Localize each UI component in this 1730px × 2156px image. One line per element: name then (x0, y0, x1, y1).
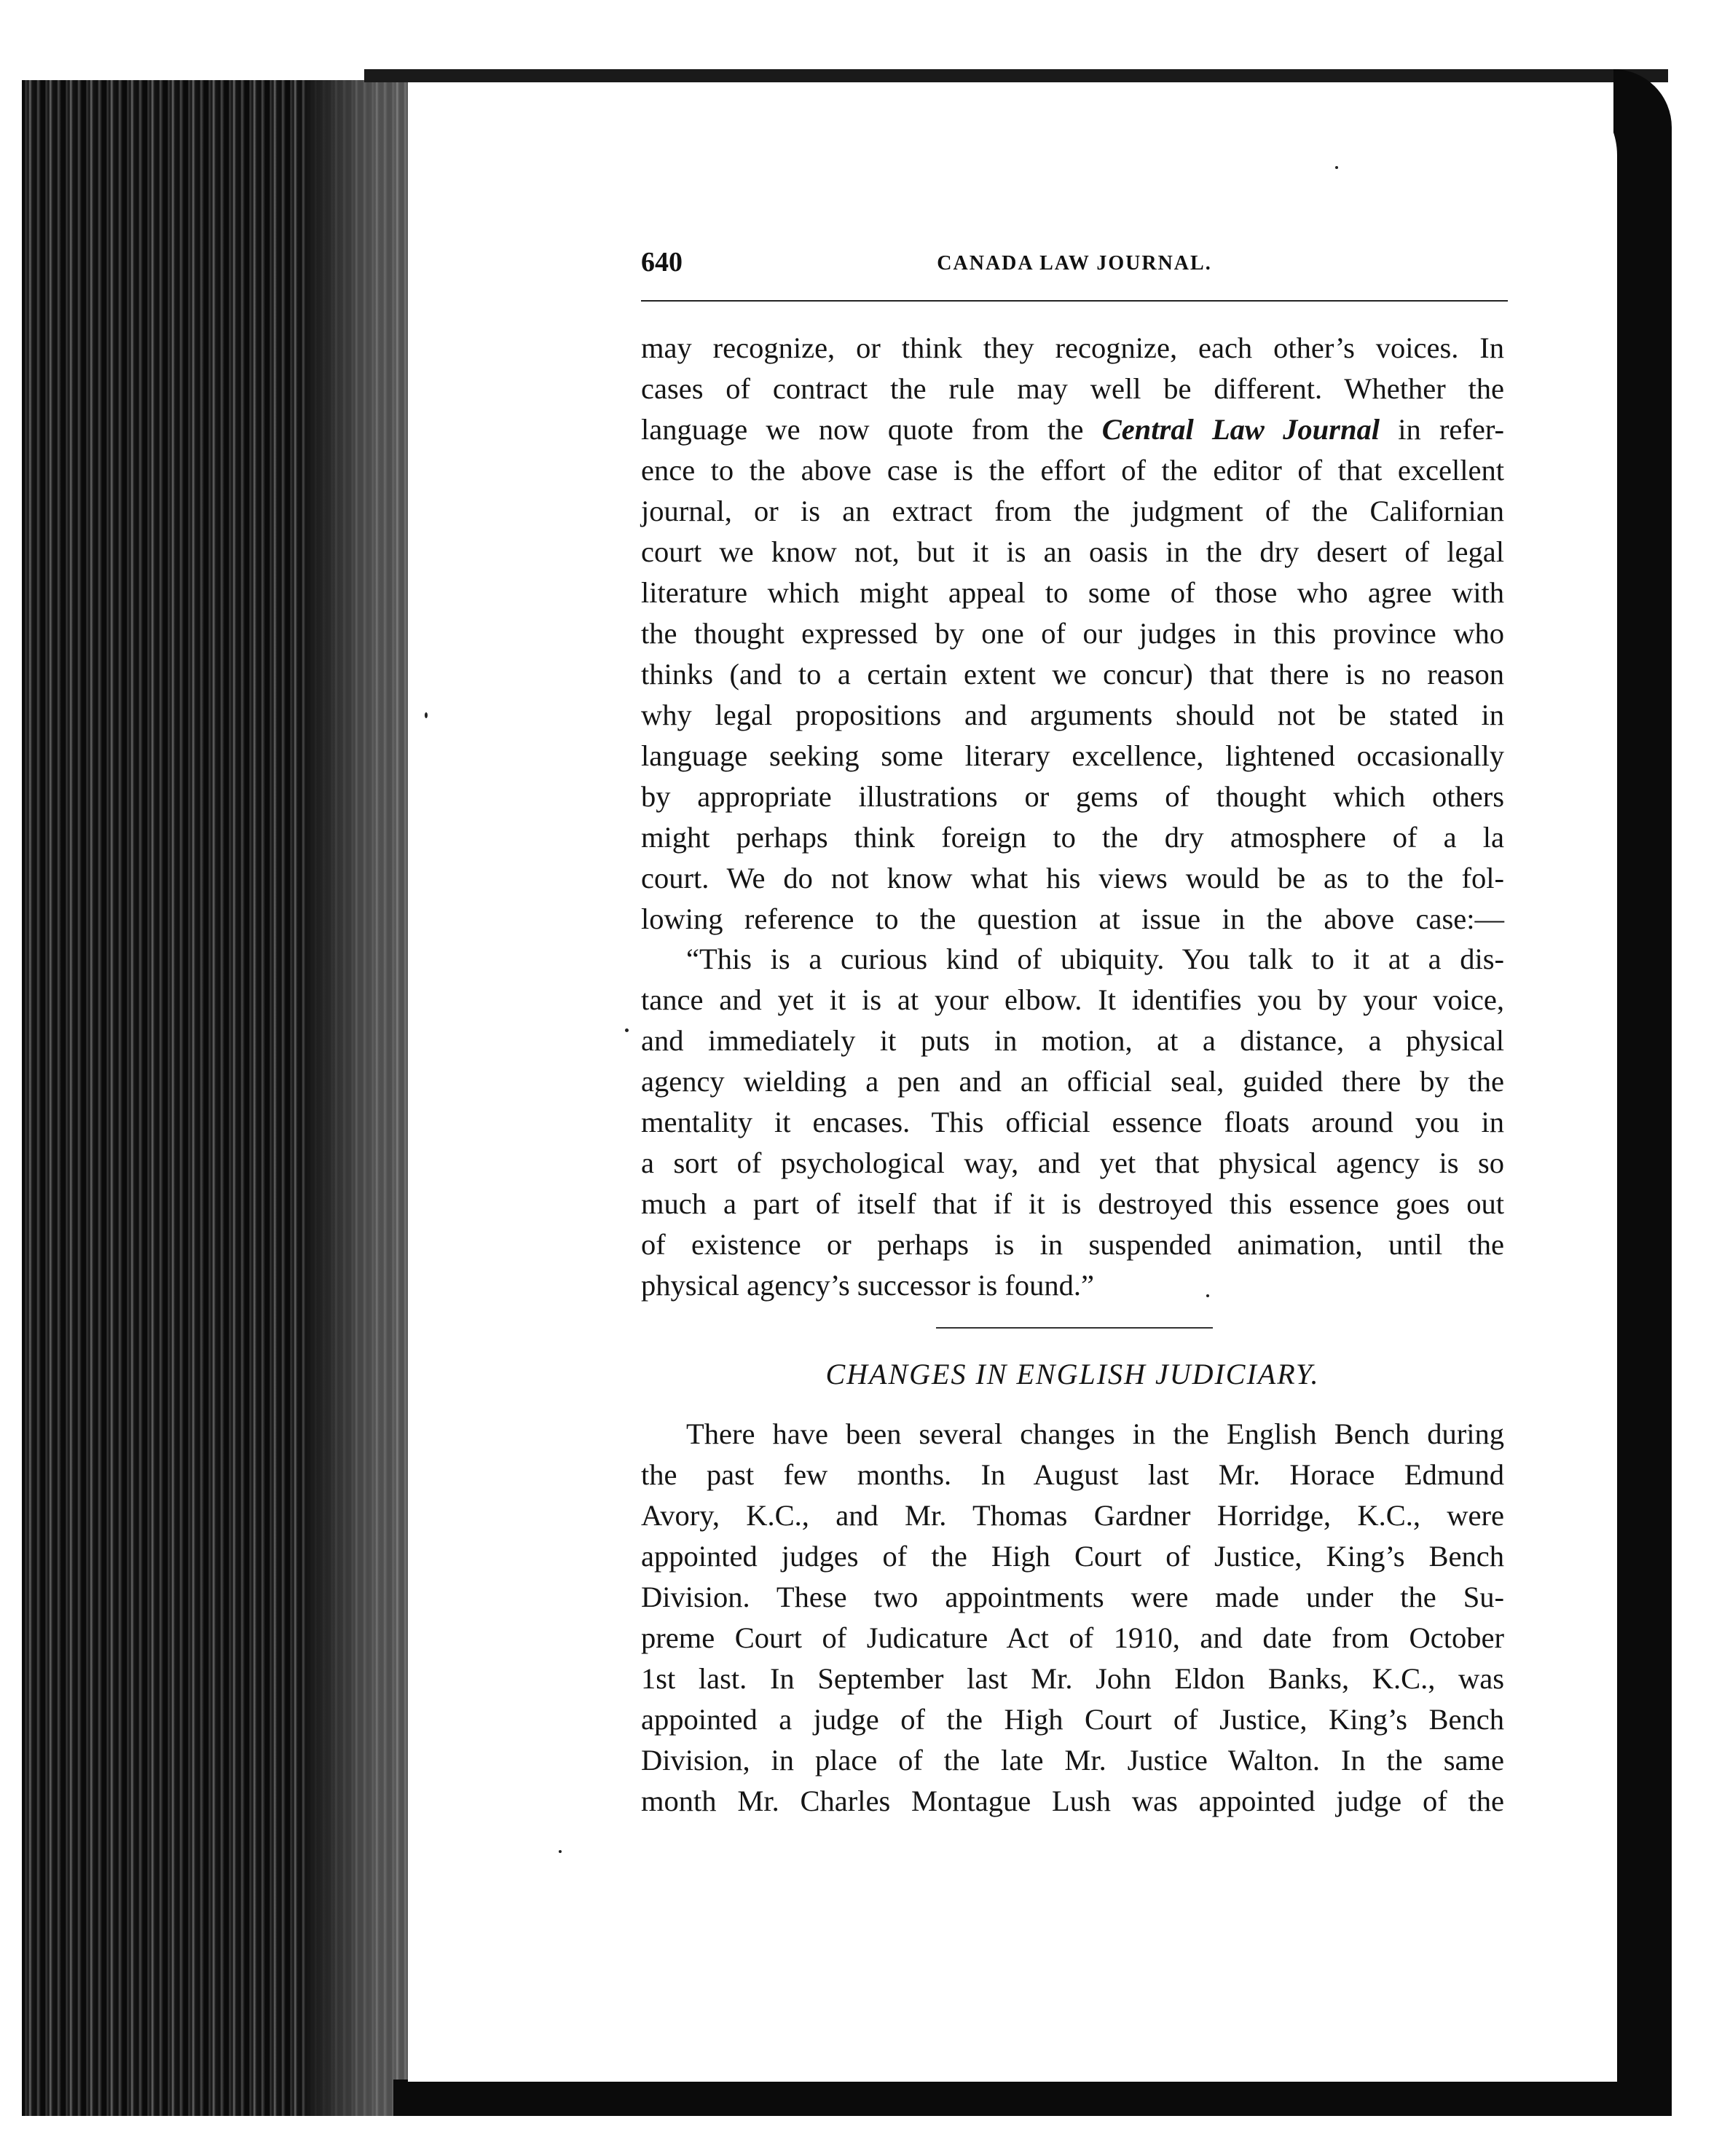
text-line: Division, in place of the late Mr. Justice Walton. In the same (641, 1744, 1504, 1777)
text-line: mentality it encases. This official essence floats around you in (641, 1106, 1504, 1138)
page-top-shadow (364, 69, 1668, 82)
top-margin (0, 0, 1730, 80)
text-line: and immediately it puts in motion, at a distance, a physical (641, 1024, 1504, 1057)
text-line: of existence or perhaps is in suspended animation, until the (641, 1228, 1504, 1261)
text-line: There have been several changes in the English Bench during (686, 1417, 1504, 1450)
text-fragment: in refer- (1398, 413, 1505, 446)
text-line: 1st last. In September last Mr. John Eldon Banks, K.C., was (641, 1662, 1504, 1695)
text-line: tance and yet it is at your elbow. It identifies you by your voice, (641, 983, 1504, 1016)
section-divider (936, 1327, 1213, 1329)
text-line: preme Court of Judicature Act of 1910, and date from October (641, 1621, 1504, 1654)
page-right-shadow (1613, 69, 1672, 2123)
page-number: 640 (641, 247, 683, 278)
text-line: why legal propositions and arguments should not be stated in (641, 699, 1504, 731)
text-line: Division. These two appointments were made under the Su- (641, 1581, 1504, 1613)
text-line: “This is a curious kind of ubiquity. You talk to it at a dis- (686, 943, 1504, 975)
text-line: physical agency’s successor is found.” (641, 1269, 1094, 1302)
text-line: a sort of psychological way, and yet that physical agency is so (641, 1146, 1504, 1179)
bottom-margin (0, 2116, 1730, 2156)
text-line: agency wielding a pen and an official seal, guided there by the (641, 1065, 1504, 1098)
header-rule (641, 300, 1508, 302)
text-line: appointed a judge of the High Court of Justice, King’s Bench (641, 1703, 1504, 1736)
text-line: might perhaps think foreign to the dry atmosphere of a la (641, 821, 1504, 854)
text-line: Avory, K.C., and Mr. Thomas Gardner Horridge, K.C., were (641, 1499, 1504, 1532)
text-line: month Mr. Charles Montague Lush was appointed judge of the (641, 1785, 1504, 1817)
text-line: by appropriate illustrations or gems of thought which others (641, 780, 1504, 813)
text-fragment: language we now quote from the (641, 413, 1084, 446)
scan-speck (625, 1028, 629, 1032)
journal-title: CANADA LAW JOURNAL. (937, 252, 1212, 275)
paragraph-3 (641, 1414, 1504, 1822)
running-header (641, 246, 1508, 290)
text-line: much a part of itself that if it is destroyed this essence goes out (641, 1187, 1504, 1220)
text-line: may recognize, or think they recognize, each other’s voices. In (641, 331, 1504, 364)
text-line: cases of contract the rule may well be different. Whether the (641, 372, 1504, 405)
text-line: court we know not, but it is an oasis in the dry desert of legal (641, 535, 1504, 568)
scan-speck (425, 712, 428, 718)
text-line: ence to the above case is the effort of the editor of that excellent (641, 454, 1504, 487)
text-line: lowing reference to the question at issue in the above case:— (641, 902, 1504, 935)
scan-speck (1206, 1294, 1209, 1297)
text-line: the thought expressed by one of our judges in this province who (641, 617, 1504, 650)
text-line: court. We do not know what his views would be as to the fol- (641, 862, 1504, 894)
scan-speck (559, 1850, 562, 1853)
paragraph-1 (641, 328, 1504, 940)
scan-speck (1335, 166, 1338, 169)
section-heading: CHANGES IN ENGLISH JUDICIARY. (825, 1358, 1320, 1390)
paragraph-2-quotation (641, 939, 1504, 1306)
text-line: appointed judges of the High Court of Justice, King’s Bench (641, 1540, 1504, 1573)
text-line: journal, or is an extract from the judgment of the Californian (641, 495, 1504, 527)
text-line (641, 409, 1504, 450)
text-line: language seeking some literary excellence, lightened occasionally (641, 739, 1504, 772)
text-line: the past few months. In August last Mr. Horace Edmund (641, 1458, 1504, 1491)
journal-citation: Central Law Journal (1101, 413, 1380, 446)
left-margin (0, 0, 22, 2156)
text-line: literature which might appeal to some of those who agree with (641, 576, 1504, 609)
text-line: thinks (and to a certain extent we concur) that there is no reason (641, 658, 1504, 691)
